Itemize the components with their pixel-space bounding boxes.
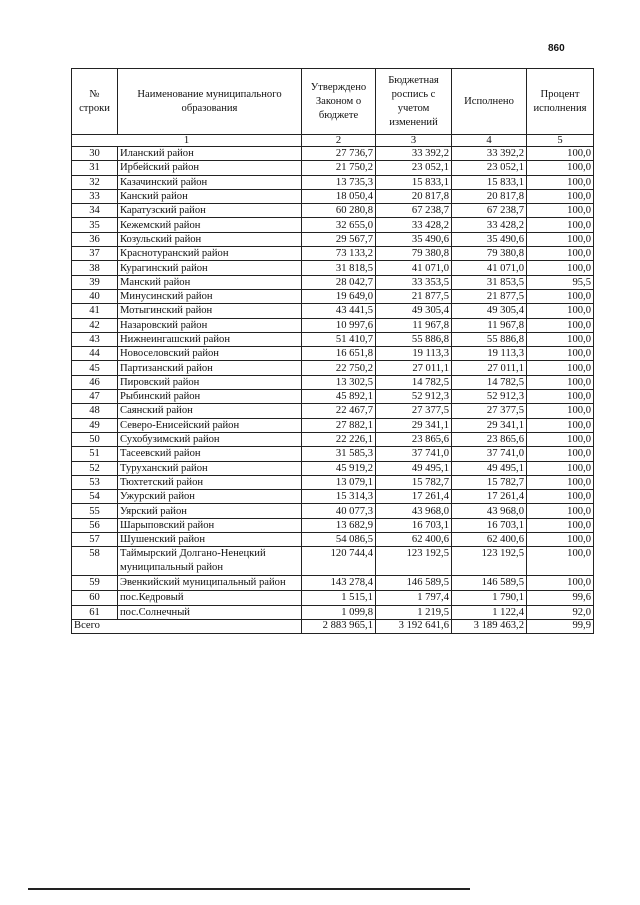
municipality-name-cell: Рыбинский район (118, 390, 302, 404)
approved-cell: 16 651,8 (302, 347, 376, 361)
municipality-name-cell: Курагинский район (118, 261, 302, 275)
percent-cell: 100,0 (527, 247, 594, 261)
budget-cell: 1 219,5 (376, 605, 452, 619)
budget-cell: 41 071,0 (376, 261, 452, 275)
percent-cell: 100,0 (527, 161, 594, 175)
approved-cell: 13 302,5 (302, 375, 376, 389)
percent-cell: 100,0 (527, 390, 594, 404)
approved-cell: 13 682,9 (302, 518, 376, 532)
header-approved: Утверждено Законом о бюджете (302, 69, 376, 135)
executed-cell: 41 071,0 (452, 261, 527, 275)
executed-cell: 123 192,5 (452, 547, 527, 576)
total-executed: 3 189 463,2 (452, 619, 527, 633)
table-row (72, 189, 594, 203)
executed-cell: 33 392,2 (452, 147, 527, 161)
percent-cell: 100,0 (527, 261, 594, 275)
table-row (72, 175, 594, 189)
budget-cell: 43 968,0 (376, 504, 452, 518)
percent-cell: 95,5 (527, 275, 594, 289)
table-row (72, 591, 594, 605)
approved-cell: 27 882,1 (302, 418, 376, 432)
percent-cell: 92,0 (527, 605, 594, 619)
municipality-name-cell: Партизанский район (118, 361, 302, 375)
executed-cell: 14 782,5 (452, 375, 527, 389)
table-row (72, 275, 594, 289)
municipality-name-cell: Кежемский район (118, 218, 302, 232)
total-approved: 2 883 965,1 (302, 619, 376, 633)
budget-cell: 19 113,3 (376, 347, 452, 361)
row-number-cell: 41 (72, 304, 118, 318)
municipality-name-cell: Тасеевский район (118, 447, 302, 461)
approved-cell: 22 750,2 (302, 361, 376, 375)
approved-cell: 120 744,4 (302, 547, 376, 576)
budget-cell: 20 817,8 (376, 189, 452, 203)
approved-cell: 45 919,2 (302, 461, 376, 475)
approved-cell: 15 314,3 (302, 490, 376, 504)
budget-execution-table (71, 68, 594, 634)
table-row (72, 518, 594, 532)
total-budget: 3 192 641,6 (376, 619, 452, 633)
column-number: 5 (527, 135, 594, 147)
header-municipality-name: Наименование муниципального образования (118, 69, 302, 135)
row-number-cell: 37 (72, 247, 118, 261)
header-row-number: № строки (72, 69, 118, 135)
percent-cell: 100,0 (527, 189, 594, 203)
percent-cell: 100,0 (527, 490, 594, 504)
table-row (72, 490, 594, 504)
budget-cell: 62 400,6 (376, 533, 452, 547)
table-row (72, 247, 594, 261)
table-row (72, 547, 594, 576)
header-budget-list: Бюджетная роспись с учетом изменений (376, 69, 452, 135)
percent-cell: 100,0 (527, 547, 594, 576)
budget-cell: 33 353,5 (376, 275, 452, 289)
municipality-name-cell: Иланский район (118, 147, 302, 161)
table-row (72, 418, 594, 432)
row-number-cell: 38 (72, 261, 118, 275)
municipality-name-cell: Назаровский район (118, 318, 302, 332)
budget-cell: 23 052,1 (376, 161, 452, 175)
municipality-name-cell: Каратузский район (118, 204, 302, 218)
percent-cell: 100,0 (527, 147, 594, 161)
row-number-cell: 43 (72, 332, 118, 346)
table-row (72, 161, 594, 175)
table-row (72, 390, 594, 404)
executed-cell: 49 495,1 (452, 461, 527, 475)
percent-cell: 100,0 (527, 204, 594, 218)
row-number-cell: 55 (72, 504, 118, 518)
table-row (72, 447, 594, 461)
row-number-cell: 30 (72, 147, 118, 161)
budget-cell: 15 782,7 (376, 475, 452, 489)
executed-cell: 1 790,1 (452, 591, 527, 605)
budget-cell: 11 967,8 (376, 318, 452, 332)
approved-cell: 73 133,2 (302, 247, 376, 261)
executed-cell: 21 877,5 (452, 289, 527, 303)
row-number-cell: 60 (72, 591, 118, 605)
percent-cell: 100,0 (527, 418, 594, 432)
row-number-cell: 50 (72, 432, 118, 446)
budget-cell: 146 589,5 (376, 576, 452, 591)
row-number-cell: 59 (72, 576, 118, 591)
percent-cell: 100,0 (527, 232, 594, 246)
municipality-name-cell: пос.Кедровый (118, 591, 302, 605)
total-percent: 99,9 (527, 619, 594, 633)
column-number-row (72, 135, 594, 147)
municipality-name-cell: Пировский район (118, 375, 302, 389)
executed-cell: 67 238,7 (452, 204, 527, 218)
row-number-cell: 34 (72, 204, 118, 218)
row-number-cell: 61 (72, 605, 118, 619)
table-row (72, 218, 594, 232)
percent-cell: 100,0 (527, 175, 594, 189)
table-row (72, 332, 594, 346)
approved-cell: 22 226,1 (302, 432, 376, 446)
executed-cell: 23 052,1 (452, 161, 527, 175)
table-row (72, 361, 594, 375)
row-number-cell: 44 (72, 347, 118, 361)
municipality-name-cell: пос.Солнечный (118, 605, 302, 619)
percent-cell: 100,0 (527, 347, 594, 361)
approved-cell: 31 818,5 (302, 261, 376, 275)
budget-cell: 52 912,3 (376, 390, 452, 404)
municipality-name-cell: Саянский район (118, 404, 302, 418)
approved-cell: 40 077,3 (302, 504, 376, 518)
executed-cell: 49 305,4 (452, 304, 527, 318)
percent-cell: 100,0 (527, 218, 594, 232)
row-number-cell: 45 (72, 361, 118, 375)
percent-cell: 100,0 (527, 361, 594, 375)
executed-cell: 31 853,5 (452, 275, 527, 289)
percent-cell: 100,0 (527, 304, 594, 318)
municipality-name-cell: Манский район (118, 275, 302, 289)
budget-cell: 1 797,4 (376, 591, 452, 605)
executed-cell: 146 589,5 (452, 576, 527, 591)
column-number: 1 (72, 135, 302, 147)
row-number-cell: 51 (72, 447, 118, 461)
approved-cell: 10 997,6 (302, 318, 376, 332)
table-row (72, 576, 594, 591)
budget-cell: 23 865,6 (376, 432, 452, 446)
budget-cell: 14 782,5 (376, 375, 452, 389)
approved-cell: 32 655,0 (302, 218, 376, 232)
row-number-cell: 57 (72, 533, 118, 547)
row-number-cell: 54 (72, 490, 118, 504)
row-number-cell: 32 (72, 175, 118, 189)
percent-cell: 100,0 (527, 447, 594, 461)
executed-cell: 33 428,2 (452, 218, 527, 232)
executed-cell: 17 261,4 (452, 490, 527, 504)
table-header-row (72, 69, 594, 135)
row-number-cell: 36 (72, 232, 118, 246)
budget-cell: 35 490,6 (376, 232, 452, 246)
footer-divider (28, 888, 470, 890)
budget-cell: 21 877,5 (376, 289, 452, 303)
budget-cell: 67 238,7 (376, 204, 452, 218)
approved-cell: 143 278,4 (302, 576, 376, 591)
executed-cell: 15 833,1 (452, 175, 527, 189)
municipality-name-cell: Козульский район (118, 232, 302, 246)
table-row (72, 605, 594, 619)
percent-cell: 100,0 (527, 461, 594, 475)
municipality-name-cell: Казачинский район (118, 175, 302, 189)
budget-cell: 49 305,4 (376, 304, 452, 318)
approved-cell: 18 050,4 (302, 189, 376, 203)
row-number-cell: 39 (72, 275, 118, 289)
column-number: 3 (376, 135, 452, 147)
approved-cell: 54 086,5 (302, 533, 376, 547)
row-number-cell: 49 (72, 418, 118, 432)
row-number-cell: 42 (72, 318, 118, 332)
row-number-cell: 46 (72, 375, 118, 389)
table-row (72, 347, 594, 361)
percent-cell: 100,0 (527, 518, 594, 532)
municipality-name-cell: Новоселовский район (118, 347, 302, 361)
municipality-name-cell: Тюхтетский район (118, 475, 302, 489)
approved-cell: 31 585,3 (302, 447, 376, 461)
table-row (72, 204, 594, 218)
approved-cell: 13 735,3 (302, 175, 376, 189)
table-row (72, 261, 594, 275)
municipality-name-cell: Туруханский район (118, 461, 302, 475)
budget-cell: 16 703,1 (376, 518, 452, 532)
budget-cell: 27 011,1 (376, 361, 452, 375)
budget-cell: 15 833,1 (376, 175, 452, 189)
municipality-name-cell: Минусинский район (118, 289, 302, 303)
approved-cell: 22 467,7 (302, 404, 376, 418)
executed-cell: 15 782,7 (452, 475, 527, 489)
table-row (72, 232, 594, 246)
budget-cell: 55 886,8 (376, 332, 452, 346)
table-row (72, 147, 594, 161)
row-number-cell: 52 (72, 461, 118, 475)
approved-cell: 13 079,1 (302, 475, 376, 489)
municipality-name-cell: Уярский район (118, 504, 302, 518)
row-number-cell: 35 (72, 218, 118, 232)
percent-cell: 100,0 (527, 504, 594, 518)
percent-cell: 100,0 (527, 289, 594, 303)
column-number: 2 (302, 135, 376, 147)
approved-cell: 43 441,5 (302, 304, 376, 318)
percent-cell: 100,0 (527, 404, 594, 418)
row-number-cell: 48 (72, 404, 118, 418)
municipality-name-cell: Сухобузимский район (118, 432, 302, 446)
executed-cell: 43 968,0 (452, 504, 527, 518)
total-row (72, 619, 594, 633)
column-number: 4 (452, 135, 527, 147)
percent-cell: 100,0 (527, 576, 594, 591)
approved-cell: 29 567,7 (302, 232, 376, 246)
executed-cell: 62 400,6 (452, 533, 527, 547)
approved-cell: 1 099,8 (302, 605, 376, 619)
municipality-name-cell: Нижнеингашский район (118, 332, 302, 346)
approved-cell: 51 410,7 (302, 332, 376, 346)
executed-cell: 27 011,1 (452, 361, 527, 375)
budget-cell: 33 428,2 (376, 218, 452, 232)
percent-cell: 100,0 (527, 533, 594, 547)
municipality-name-cell: Краснотуранский район (118, 247, 302, 261)
municipality-name-cell: Эвенкийский муниципальный район (118, 576, 302, 591)
budget-cell: 17 261,4 (376, 490, 452, 504)
percent-cell: 100,0 (527, 432, 594, 446)
executed-cell: 11 967,8 (452, 318, 527, 332)
approved-cell: 60 280,8 (302, 204, 376, 218)
row-number-cell: 33 (72, 189, 118, 203)
approved-cell: 21 750,2 (302, 161, 376, 175)
row-number-cell: 53 (72, 475, 118, 489)
executed-cell: 55 886,8 (452, 332, 527, 346)
executed-cell: 20 817,8 (452, 189, 527, 203)
budget-cell: 33 392,2 (376, 147, 452, 161)
percent-cell: 100,0 (527, 475, 594, 489)
executed-cell: 23 865,6 (452, 432, 527, 446)
table-row (72, 432, 594, 446)
municipality-name-cell: Ужурский район (118, 490, 302, 504)
percent-cell: 99,6 (527, 591, 594, 605)
budget-cell: 49 495,1 (376, 461, 452, 475)
executed-cell: 1 122,4 (452, 605, 527, 619)
table-row (72, 504, 594, 518)
approved-cell: 1 515,1 (302, 591, 376, 605)
row-number-cell: 31 (72, 161, 118, 175)
municipality-name-cell: Северо-Енисейский район (118, 418, 302, 432)
table-row (72, 375, 594, 389)
executed-cell: 35 490,6 (452, 232, 527, 246)
executed-cell: 79 380,8 (452, 247, 527, 261)
approved-cell: 28 042,7 (302, 275, 376, 289)
percent-cell: 100,0 (527, 318, 594, 332)
percent-cell: 100,0 (527, 375, 594, 389)
budget-cell: 27 377,5 (376, 404, 452, 418)
row-number-cell: 40 (72, 289, 118, 303)
budget-cell: 123 192,5 (376, 547, 452, 576)
municipality-name-cell: Канский район (118, 189, 302, 203)
municipality-name-cell: Таймырский Долгано-Ненецкий муниципальный район (118, 547, 302, 576)
approved-cell: 19 649,0 (302, 289, 376, 303)
percent-cell: 100,0 (527, 332, 594, 346)
row-number-cell: 56 (72, 518, 118, 532)
executed-cell: 29 341,1 (452, 418, 527, 432)
budget-cell: 37 741,0 (376, 447, 452, 461)
executed-cell: 16 703,1 (452, 518, 527, 532)
table-row (72, 475, 594, 489)
table-row (72, 533, 594, 547)
executed-cell: 19 113,3 (452, 347, 527, 361)
approved-cell: 45 892,1 (302, 390, 376, 404)
municipality-name-cell: Ирбейский район (118, 161, 302, 175)
approved-cell: 27 736,7 (302, 147, 376, 161)
municipality-name-cell: Мотыгинский район (118, 304, 302, 318)
table-row (72, 304, 594, 318)
executed-cell: 52 912,3 (452, 390, 527, 404)
header-percent: Процент исполнения (527, 69, 594, 135)
municipality-name-cell: Шарыповский район (118, 518, 302, 532)
table-row (72, 289, 594, 303)
row-number-cell: 47 (72, 390, 118, 404)
executed-cell: 27 377,5 (452, 404, 527, 418)
table-row (72, 461, 594, 475)
total-label: Всего (72, 619, 302, 633)
row-number-cell: 58 (72, 547, 118, 576)
table-row (72, 404, 594, 418)
budget-cell: 29 341,1 (376, 418, 452, 432)
executed-cell: 37 741,0 (452, 447, 527, 461)
municipality-name-cell: Шушенский район (118, 533, 302, 547)
page-number: 860 (548, 43, 565, 54)
header-executed: Исполнено (452, 69, 527, 135)
budget-cell: 79 380,8 (376, 247, 452, 261)
table-row (72, 318, 594, 332)
